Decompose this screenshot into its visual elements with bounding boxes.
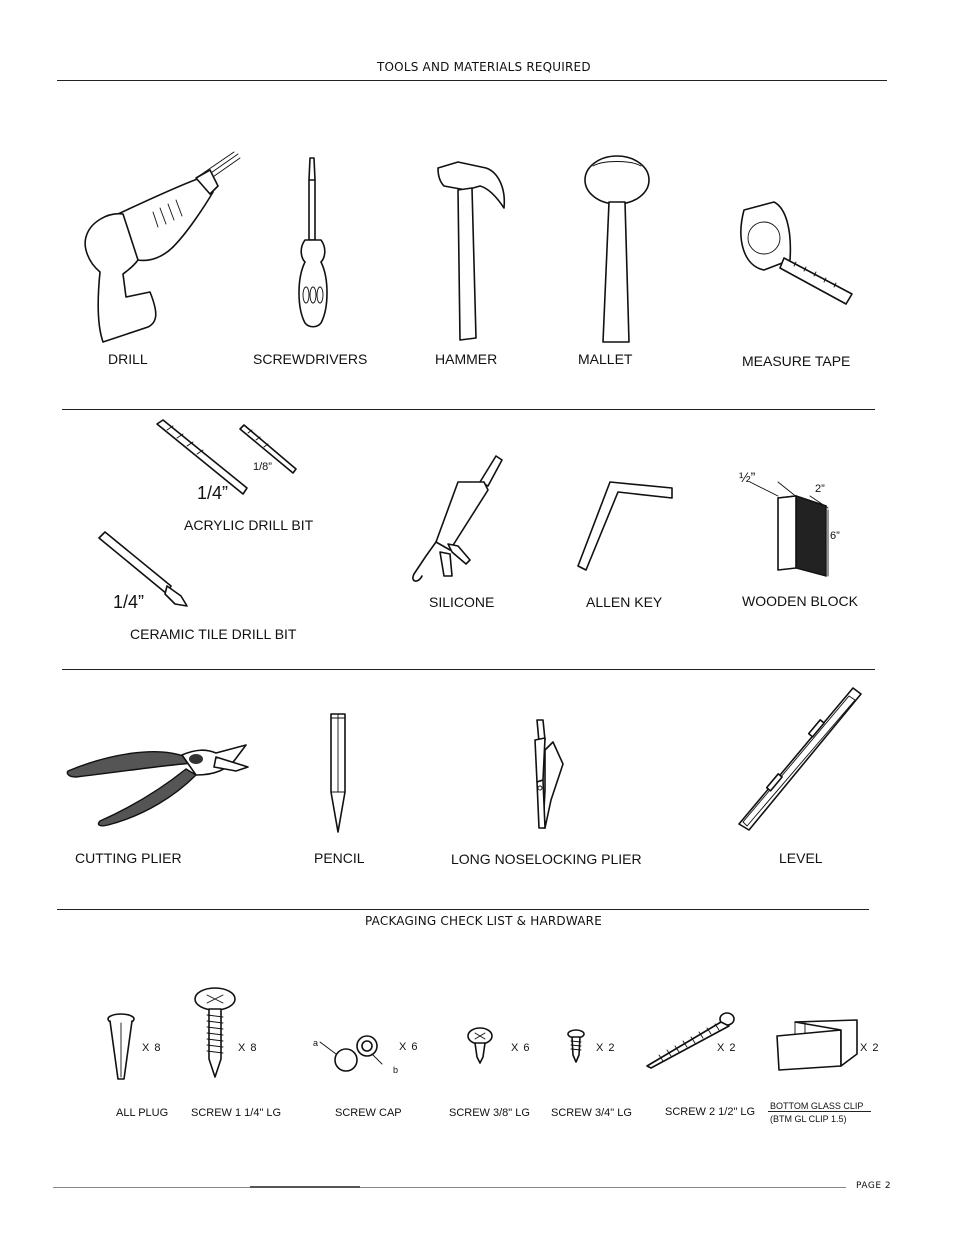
- qty-screw-1-1-4: X 8: [238, 1042, 258, 1054]
- qty-glass-clip: X 2: [860, 1042, 880, 1054]
- section-title-packaging: PACKAGING CHECK LIST & HARDWARE: [365, 914, 602, 928]
- screw-3-4-label: SCREW 3/4" LG: [551, 1107, 632, 1119]
- allen-key-label: ALLEN KEY: [586, 594, 663, 610]
- wooden-dim-thickness: ½”: [739, 469, 756, 485]
- glass-clip-sub-label: (BTM GL CLIP 1.5): [770, 1114, 847, 1124]
- wooden-dim-width: 2”: [815, 483, 825, 495]
- qty-screw-2-1-2: X 2: [717, 1042, 737, 1054]
- page-number: PAGE 2: [856, 1181, 892, 1191]
- screw-large-icon: [193, 987, 237, 1079]
- footer-rule-accent: [250, 1186, 360, 1188]
- long-nose-locking-plier-icon: [523, 720, 573, 832]
- qty-screw-3-8: X 6: [511, 1042, 531, 1054]
- glass-clip-label: BOTTOM GLASS CLIP: [770, 1101, 864, 1111]
- screw-cap-part-b: b: [393, 1065, 399, 1075]
- cutting-plier-label: CUTTING PLIER: [75, 850, 182, 866]
- screw-medium-icon: [567, 1029, 585, 1063]
- section-title-tools: TOOLS AND MATERIALS REQUIRED: [377, 60, 591, 74]
- silicone-label: SILICONE: [429, 594, 495, 610]
- wooden-block-label: WOODEN BLOCK: [742, 593, 858, 609]
- screw-3-8-label: SCREW 3/8" LG: [449, 1107, 530, 1119]
- mallet-label: MALLET: [578, 351, 633, 367]
- screw-cap-label: SCREW CAP: [335, 1107, 402, 1119]
- all-plug-label: ALL PLUG: [116, 1107, 169, 1119]
- long-nose-plier-label: LONG NOSELOCKING PLIER: [451, 851, 642, 867]
- glass-clip-icon: [775, 1020, 859, 1072]
- acrylic-size-small: 1/8”: [253, 461, 272, 473]
- screw-1-1-4-label: SCREW 1 1/4" LG: [191, 1107, 282, 1119]
- divider: [62, 669, 875, 670]
- divider: [57, 909, 869, 910]
- pencil-icon: [328, 710, 348, 834]
- screw-small-icon: [467, 1027, 493, 1065]
- wooden-dim-height: 6”: [830, 530, 840, 542]
- acrylic-drill-bit-label: ACRYLIC DRILL BIT: [184, 517, 314, 533]
- level-icon: [737, 686, 865, 832]
- footer-rule: [53, 1187, 846, 1188]
- qty-all-plug: X 8: [142, 1042, 162, 1054]
- hammer-icon: [436, 158, 508, 342]
- divider: [57, 80, 887, 81]
- screw-cap-part-a: a: [313, 1038, 319, 1048]
- drill-label: DRILL: [108, 351, 148, 367]
- divider: [62, 409, 875, 410]
- screwdrivers-label: SCREWDRIVERS: [253, 351, 368, 367]
- allen-key-icon: [574, 480, 678, 572]
- measure-tape-icon: [734, 200, 856, 306]
- screw-2-1-2-label: SCREW 2 1/2" LG: [665, 1106, 756, 1118]
- cutting-plier-icon: [66, 735, 250, 827]
- pencil-label: PENCIL: [314, 850, 365, 866]
- silicone-gun-icon: [408, 456, 504, 584]
- wooden-block-icon: [748, 480, 838, 580]
- qty-screw-cap: X 6: [399, 1041, 419, 1053]
- mallet-icon: [583, 156, 653, 346]
- screwdriver-icon: [295, 158, 331, 330]
- drill-icon: [78, 152, 243, 347]
- screw-cap-icon: [320, 1034, 382, 1076]
- screw-long-icon: [645, 1010, 737, 1070]
- qty-screw-3-4: X 2: [596, 1042, 616, 1054]
- ceramic-size: 1/4”: [113, 592, 145, 612]
- measure-tape-label: MEASURE TAPE: [742, 353, 851, 369]
- acrylic-size-large: 1/4”: [197, 483, 229, 503]
- hammer-label: HAMMER: [435, 351, 498, 367]
- wall-plug-icon: [106, 1013, 136, 1081]
- ceramic-drill-bit-label: CERAMIC TILE DRILL BIT: [130, 626, 297, 642]
- level-label: LEVEL: [779, 850, 823, 866]
- divider: [768, 1111, 871, 1112]
